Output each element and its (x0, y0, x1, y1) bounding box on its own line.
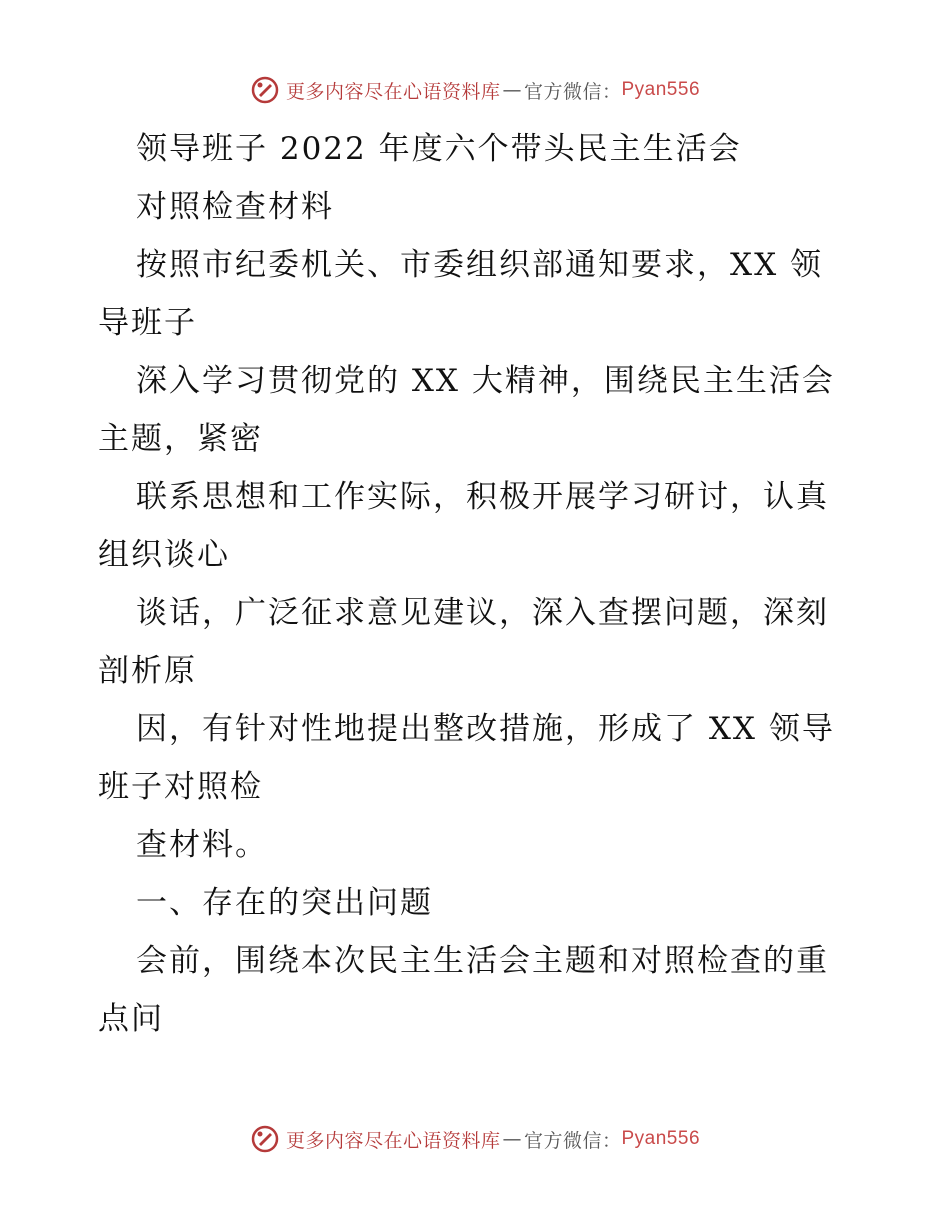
doc-line: 对照检查材料 (136, 189, 334, 225)
doc-line: 查材料。 (136, 827, 268, 863)
doc-line: 领导班子 2022 年度六个带头民主生活会 (136, 131, 742, 167)
watermark-separator: — (502, 1128, 522, 1150)
doc-line: 谈话，广泛征求意见建议，深入查摆问题，深刻 (136, 595, 829, 631)
doc-line: 导班子 (98, 305, 197, 341)
doc-line: 联系思想和工作实际，积极开展学习研讨，认真 (136, 479, 829, 515)
watermark-brand: 更多内容尽在心语资料库 (285, 1129, 501, 1152)
watermark-wechat-label: 官方微信： (523, 80, 622, 103)
footer-watermark (0, 1119, 950, 1159)
doc-line: 因，有针对性地提出整改措施，形成了 XX 领导 (136, 711, 835, 747)
brand-logo-icon (250, 1124, 280, 1154)
document-body (98, 120, 858, 1048)
watermark-brand: 更多内容尽在心语资料库 (285, 80, 501, 103)
doc-line: 班子对照检 (98, 769, 263, 805)
doc-line: 剖析原 (98, 653, 197, 689)
doc-line: 深入学习贯彻党的 XX 大精神，围绕民主生活会 (136, 363, 835, 399)
doc-line: 点问 (98, 1001, 164, 1037)
doc-line: 主题，紧密 (98, 421, 263, 457)
doc-line: 会前，围绕本次民主生活会主题和对照检查的重 (136, 943, 829, 979)
watermark-separator: — (502, 79, 522, 101)
section-heading: 一、存在的突出问题 (136, 885, 433, 921)
doc-line: 组织谈心 (98, 537, 230, 573)
brand-logo-icon (250, 75, 280, 105)
doc-line: 按照市纪委机关、市委组织部通知要求，XX 领 (136, 247, 823, 283)
watermark-wechat-label: 官方微信： (523, 1129, 622, 1152)
watermark-wechat-id: Pyan556 (621, 79, 701, 100)
watermark-wechat-id: Pyan556 (621, 1128, 701, 1149)
header-watermark (0, 70, 950, 110)
